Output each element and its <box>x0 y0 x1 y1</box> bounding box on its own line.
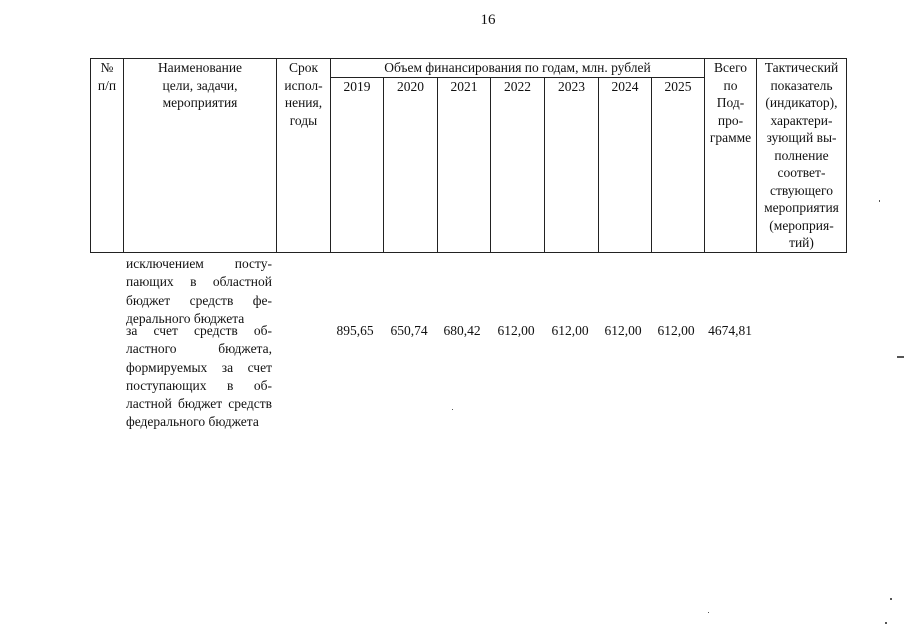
funding-table-header <box>90 58 847 253</box>
header-year-2021: 2021 <box>438 77 491 252</box>
scan-artifact <box>452 409 453 410</box>
scan-artifact <box>890 598 892 600</box>
header-year-2019: 2019 <box>331 77 384 252</box>
header-financing-group: Объем финансирования по годам, млн. рублей <box>331 59 705 78</box>
row-1-name: исключением посту- пающих в областной бюджет средств фе- дерального бюджета <box>126 256 272 326</box>
page-number: 16 <box>480 12 496 28</box>
header-total: Всего по Под- про- грамме <box>705 59 757 253</box>
row-2-value-2025: 612,00 <box>657 323 695 338</box>
header-year-2022: 2022 <box>491 77 545 252</box>
row-2-value-2019: 895,65 <box>336 323 374 338</box>
scan-artifact <box>879 200 880 202</box>
row-2-value-2021: 680,42 <box>443 323 481 338</box>
header-year-2020: 2020 <box>384 77 438 252</box>
row-2-value-2020: 650,74 <box>390 323 428 338</box>
row-2-value-2024: 612,00 <box>604 323 642 338</box>
header-indicator: Тактический показатель (индикатор), характери- зующий вы- полнение соответ- ствующего мероприятия (мероприя- тий) <box>757 59 847 253</box>
row-2-name: за счет средств об- ластного бюджета, формируемых за счет поступающих в об- ластной бюджет средств федерального бюджета <box>126 323 272 430</box>
header-year-2024: 2024 <box>599 77 652 252</box>
header-year-2025: 2025 <box>652 77 705 252</box>
header-name: Наименование цели, задачи, мероприятия <box>124 59 277 253</box>
row-2-total: 4674,81 <box>708 323 752 338</box>
row-2-value-2022: 612,00 <box>497 323 535 338</box>
row-2-value-2023: 612,00 <box>551 323 589 338</box>
header-year-2023: 2023 <box>545 77 599 252</box>
scan-artifact <box>708 612 709 613</box>
header-num: № п/п <box>91 59 124 253</box>
header-term: Срок испол- нения, годы <box>277 59 331 253</box>
scan-artifact <box>897 356 904 358</box>
scan-artifact <box>885 622 887 624</box>
